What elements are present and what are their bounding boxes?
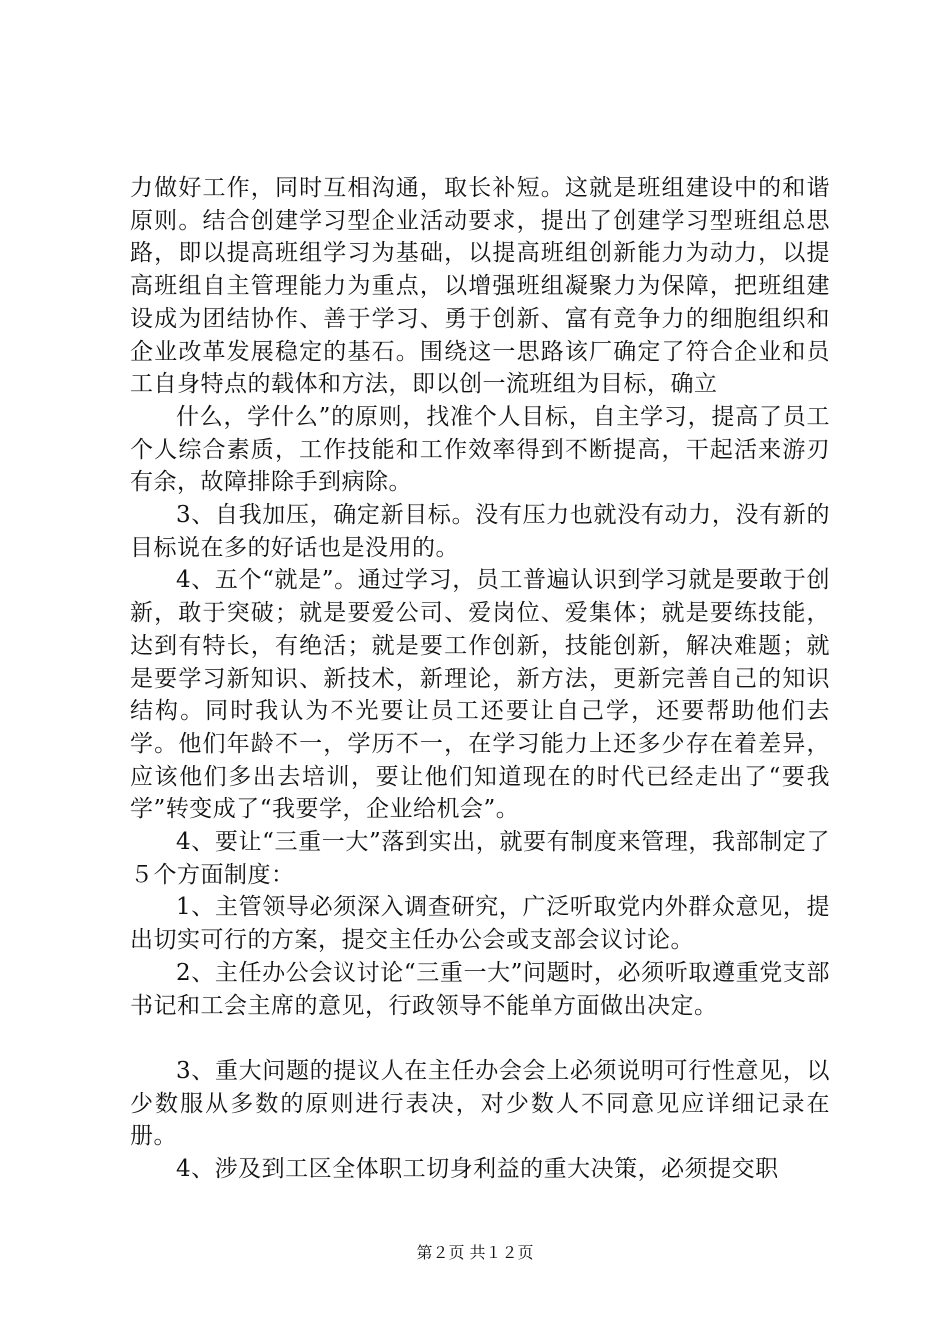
paragraph-5: 4、要让“三重一大”落到实出，就要有制度来管理，我部制定了５个方面制度： [130,829,830,888]
paragraph-gap [130,1022,830,1055]
paragraph-6: 1、主管领导必须深入调查研究，广泛听取党内外群众意见，提出切实可行的方案，提交主任办公会或支部会议讨论。 [130,894,830,954]
paragraph-3: 3、自我加压，确定新目标。没有压力也就没有动力，没有新的目标说在多的好话也是没用的。 [130,502,830,561]
document-body [130,172,830,1186]
paragraph-8: 3、重大问题的提议人在主任办会会上必须说明可行性意见，以少数服从多数的原则进行表决，对少数人不同意见应详细记录在册。 [130,1057,830,1150]
page-footer: 第２页 共１２页 [416,1243,534,1262]
paragraph-1: 力做好工作，同时互相沟通，取长补短。这就是班组建设中的和谐原则。结合创建学习型企业活动要求，提出了创建学习型班组总思路，即以提高班组学习为基础，以提高班组创新能力为动力，以提高班组自主管理能力为重点，以增强班组凝聚力为保障，把班组建设成为团结协作、善于学习、勇于创新、富有竞争力的细胞组织和企业改革发展稳定的基石。围绕这一思路该厂确定了符合企业和员工自身特点的载体和方法，即以创一流班组为目标，确立 [130,175,830,398]
paragraph-2: 什么，学什么”的原则，找准个人目标，自主学习，提高了员工个人综合素质，工作技能和工作效率得到不断提高，干起活来游刃有余，故障排除手到病除。 [130,403,830,496]
paragraph-7: 2、主任办公会议讨论“三重一大”问题时，必须听取遵重党支部书记和工会主席的意见，行政领导不能单方面做出决定。 [130,959,830,1019]
paragraph-4: 4、五个“就是”。通过学习，员工普遍认识到学习就是要敢于创新，敢于突破；就是要爱公司、爱岗位、爱集体；就是要练技能，达到有特长，有绝活；就是要工作创新，技能创新，解决难题；就是要学习新知识、新技术，新理论，新方法，更新完善自己的知识结构。同时我认为不光要让员工还要让自己学，还要帮助他们去学。他们年龄不一，学历不一，在学习能力上还多少存在着差异，应该他们多出去培训，要让他们知道现在的时代已经走出了“要我学”转变成了“我要学，企业给机会”。 [130,567,830,823]
paragraph-9: 4、涉及到工区全体职工切身利益的重大决策，必须提交职 [176,1156,779,1183]
